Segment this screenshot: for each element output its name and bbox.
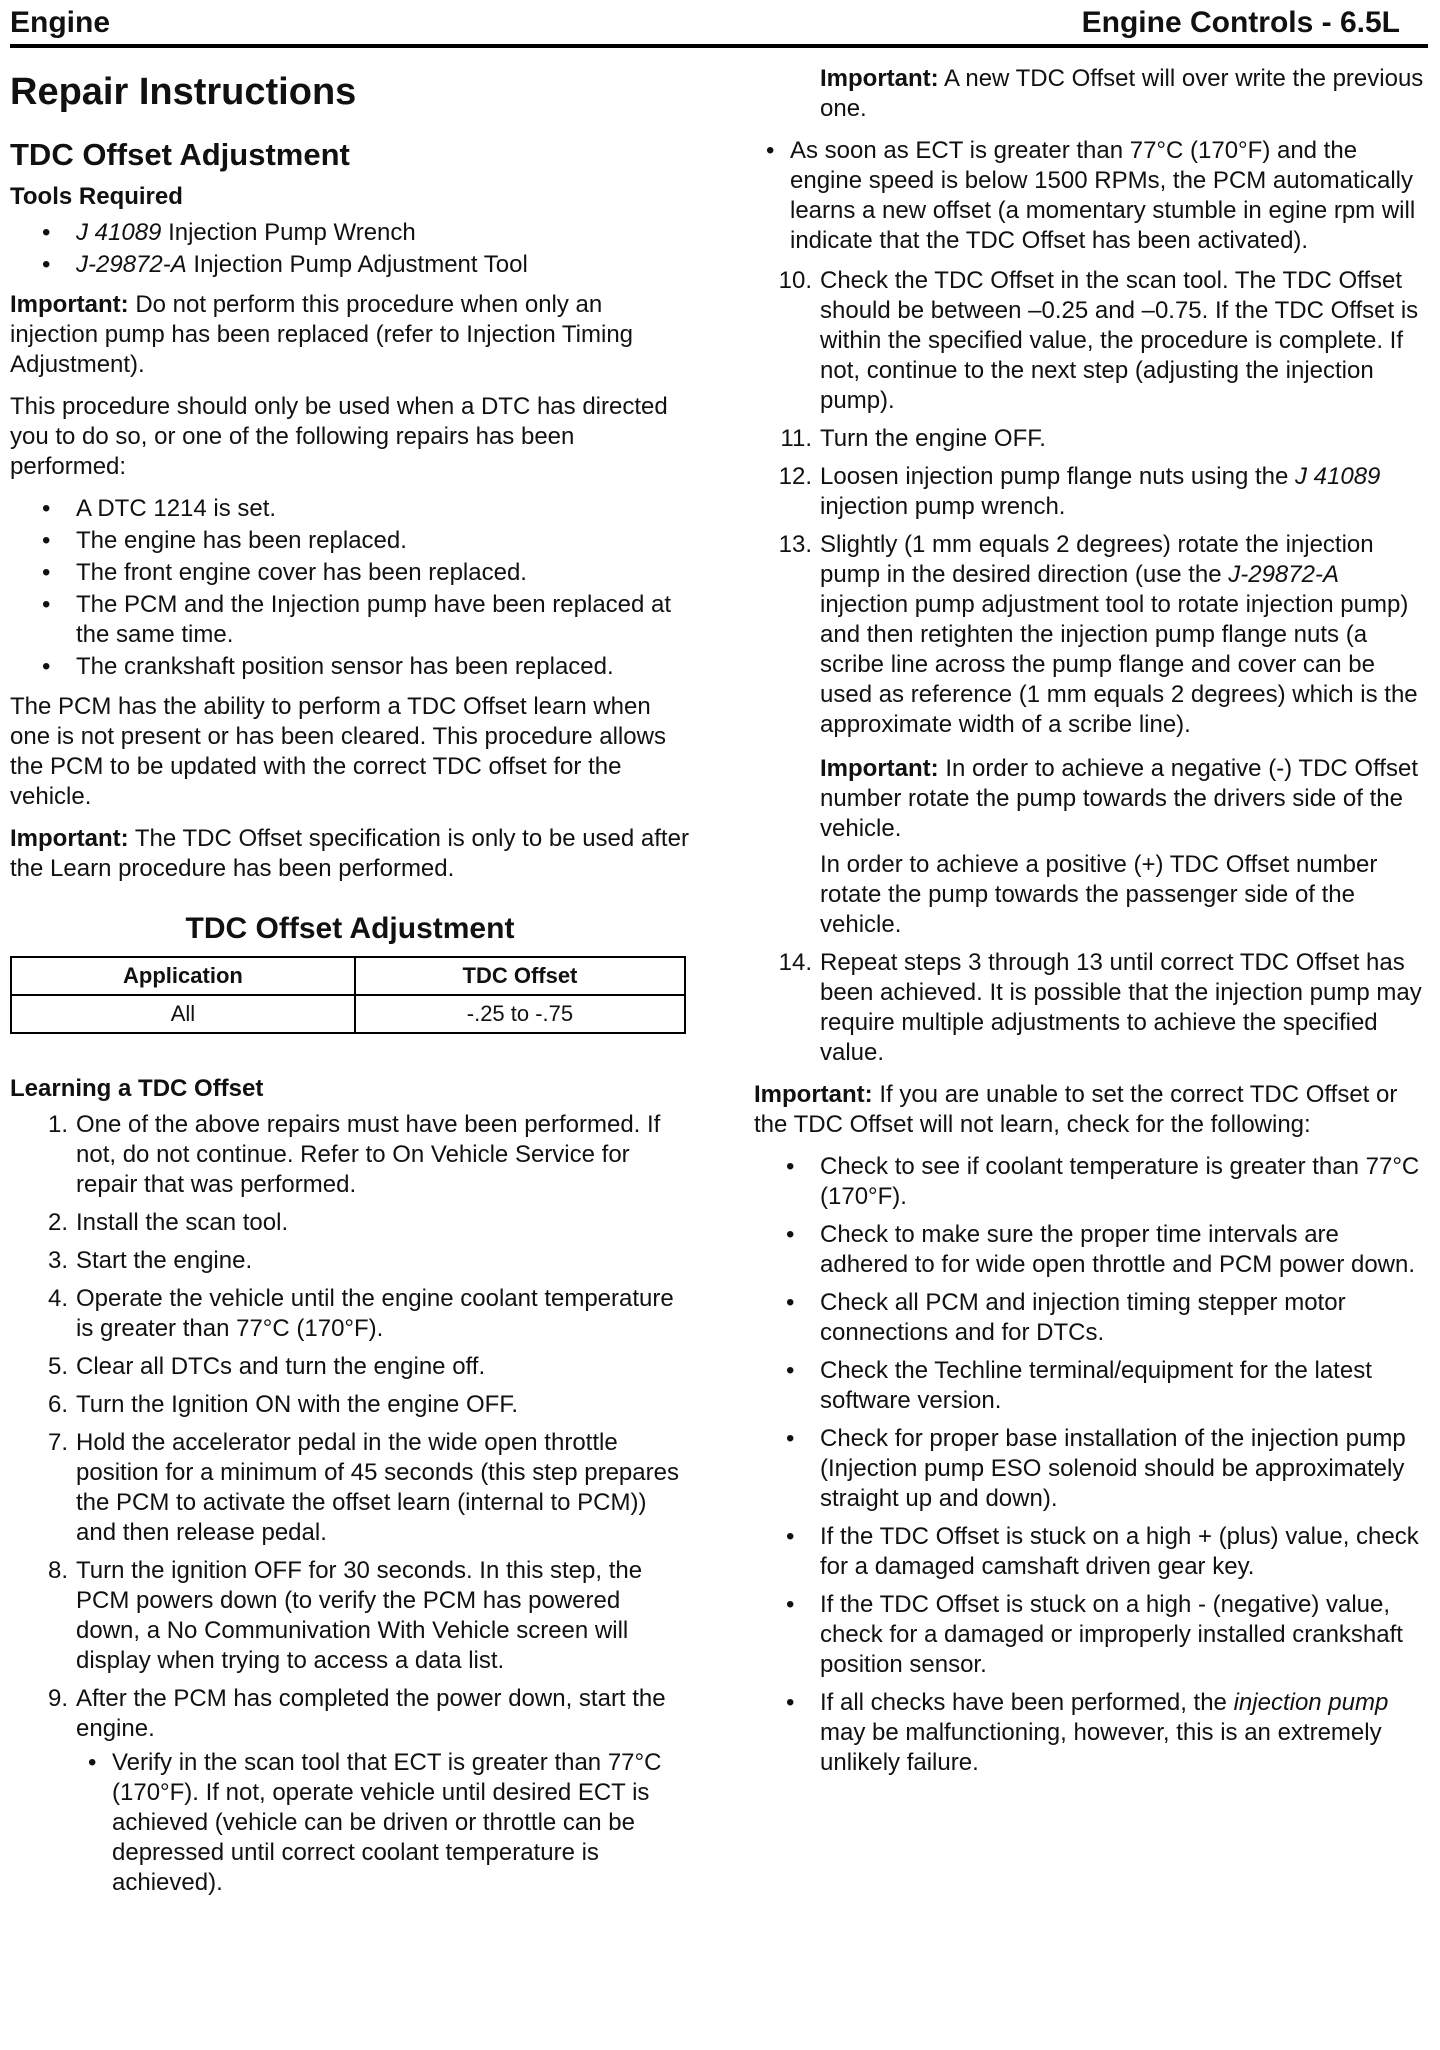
step-text: After the PCM has completed the power down, start the engine.: [76, 1685, 666, 1742]
important-label: Important:: [820, 755, 939, 782]
tools-list: [10, 218, 690, 280]
list-item: • As soon as ECT is greater than 77°C (170°F) and the engine speed is below 1500 RPMs, the PCM automatically learns a new offset (a momentary stumble in egine rpm will indicate that the TDC Offset has been activated).: [754, 136, 1429, 256]
step-sublist: [754, 136, 1429, 256]
list-item: • Check all PCM and injection timing stepper motor connections and for DTCs.: [754, 1288, 1429, 1348]
important-note: [10, 824, 690, 884]
important-note: [10, 290, 690, 380]
list-item: • A DTC 1214 is set.: [10, 494, 690, 524]
header-left: Engine: [10, 6, 111, 39]
step-text: Hold the accelerator pedal in the wide open throttle position for a minimum of 45 seconds (this step prepares the PCM to activate the offset learn (internal to PCM)) and then release pedal.: [76, 1429, 679, 1546]
important-text: Do not perform this procedure when only an injection pump has been replaced (refer to Injection Timing Adjustment).: [10, 291, 634, 378]
list-item: • The PCM and the Injection pump have been replaced at the same time.: [10, 590, 690, 650]
list-item: [10, 250, 690, 280]
step-item: [10, 1352, 690, 1382]
list-item: • Check to make sure the proper time intervals are adhered to for wide open throttle and PCM power down.: [754, 1220, 1429, 1280]
important-note: [754, 64, 1429, 124]
important-label: Important:: [10, 291, 129, 318]
step-item: [10, 1246, 690, 1276]
step-text: Clear all DTCs and turn the engine off.: [76, 1353, 486, 1380]
step-item: [10, 1684, 690, 1898]
tool-code: J 41089: [1295, 463, 1381, 490]
list-item: • Check for proper base installation of the injection pump (Injection pump ESO solenoid should be approximately straight up and down).: [754, 1424, 1429, 1514]
check-text: may be malfunctioning, however, this is an extremely unlikely failure.: [820, 1719, 1382, 1776]
step-number: 10.: [778, 267, 812, 294]
step-number: 3.: [47, 1247, 68, 1274]
check-text: If all checks have been performed, the: [820, 1689, 1234, 1716]
tools-heading: Tools Required: [10, 183, 183, 210]
repairs-list: [10, 494, 690, 682]
important-text: In order to achieve a negative (-) TDC Offset number rotate the pump towards the drivers side of the vehicle.: [820, 755, 1418, 842]
tool-name: Injection Pump Adjustment Tool: [186, 251, 528, 278]
ability-paragraph: The PCM has the ability to perform a TDC Offset learn when one is not present or has been cleared. This procedure allows the PCM to be updated with the correct TDC offset for the vehicle.: [10, 693, 666, 810]
step-text: Slightly (1 mm equals 2 degrees) rotate the injection pump in the desired direction (use the: [820, 531, 1374, 588]
checks-list: [754, 1152, 1429, 1778]
step-item: [754, 266, 1429, 416]
step-number: 14.: [778, 949, 812, 976]
section-title: Repair Instructions: [10, 71, 357, 113]
step-item: [10, 1390, 690, 1420]
intro-paragraph: This procedure should only be used when a DTC has directed you to do so, or one of the following repairs has been performed:: [10, 393, 668, 480]
spec-table: [10, 956, 686, 1034]
step-text: Start the engine.: [76, 1247, 253, 1274]
left-column: [10, 60, 690, 1906]
table-header-row: [11, 957, 685, 995]
important-text: If you are unable to set the correct TDC Offset or the TDC Offset will not learn, check for the following:: [754, 1081, 1398, 1138]
list-item: [10, 218, 690, 248]
table-header: TDC Offset: [355, 957, 685, 995]
list-item: • The crankshaft position sensor has been replaced.: [10, 652, 690, 682]
step-item: [754, 530, 1429, 940]
step-item: [10, 1556, 690, 1676]
step-text: Turn the ignition OFF for 30 seconds. In this step, the PCM powers down (to verify the PCM has powered down, a No Communivation With Vehicle screen will display when trying to access a data list.: [76, 1557, 643, 1674]
step-item: [10, 1284, 690, 1344]
important-note: [754, 1080, 1429, 1140]
list-item: • The engine has been replaced.: [10, 526, 690, 556]
step-item: [10, 1208, 690, 1238]
step-number: 8.: [47, 1557, 68, 1584]
step-number: 12.: [778, 463, 812, 490]
step-number: 2.: [47, 1209, 68, 1236]
important-label: Important:: [820, 65, 939, 92]
positive-note: In order to achieve a positive (+) TDC Offset number rotate the pump towards the passenger side of the vehicle.: [820, 851, 1378, 938]
step-text: Turn the Ignition ON with the engine OFF.: [76, 1391, 518, 1418]
step-item: [754, 424, 1429, 454]
right-column: [754, 60, 1429, 1788]
list-item: • Check to see if coolant temperature is greater than 77°C (170°F).: [754, 1152, 1429, 1212]
tool-name: Injection Pump Wrench: [161, 219, 416, 246]
step-text: One of the above repairs must have been performed. If not, do not continue. Refer to On Vehicle Service for repair that was performed.: [76, 1111, 661, 1198]
table-caption: TDC Offset Adjustment: [185, 912, 515, 945]
step-number: 4.: [47, 1285, 68, 1312]
steps-list: [10, 1110, 690, 1898]
step-text: Install the scan tool.: [76, 1209, 289, 1236]
step-number: 9.: [47, 1685, 68, 1712]
important-text: The TDC Offset specification is only to be used after the Learn procedure has been performed.: [10, 825, 689, 882]
step-item: [10, 1110, 690, 1200]
header-right: Engine Controls - 6.5L: [1081, 6, 1400, 39]
step-number: 11.: [780, 425, 812, 452]
step-number: 7.: [47, 1429, 68, 1456]
important-label: Important:: [10, 825, 129, 852]
table-cell: -.25 to -.75: [355, 995, 685, 1033]
list-item: [754, 1688, 1429, 1778]
subsection-title: TDC Offset Adjustment: [10, 137, 350, 172]
learning-heading: Learning a TDC Offset: [10, 1075, 264, 1102]
important-text: A new TDC Offset will over write the previous one.: [820, 65, 1424, 122]
step-number: 13.: [778, 531, 812, 558]
table-row: [11, 995, 685, 1033]
step-number: 6.: [47, 1391, 68, 1418]
list-item: • If the TDC Offset is stuck on a high - (negative) value, check for a damaged or improperly installed crankshaft position sensor.: [754, 1590, 1429, 1680]
important-label: Important:: [754, 1081, 873, 1108]
step-number: 5.: [47, 1353, 68, 1380]
step-text: Loosen injection pump flange nuts using the: [820, 463, 1295, 490]
step-text: Check the TDC Offset in the scan tool. The TDC Offset should be between –0.25 and –0.75. If the TDC Offset is within the specified value, the procedure is complete. If not, continue to the next step (adjusting the injection pump).: [820, 267, 1419, 414]
tool-code: J 41089: [76, 219, 162, 246]
steps-list-continued: [754, 266, 1429, 1068]
step-text: Repeat steps 3 through 13 until correct TDC Offset has been achieved. It is possible that the injection pump may require multiple adjustments to achieve the specified value.: [820, 949, 1422, 1066]
step-text: Turn the engine OFF.: [820, 425, 1046, 452]
step-item: [754, 948, 1429, 1068]
table-cell: All: [11, 995, 355, 1033]
list-item: • If the TDC Offset is stuck on a high + (plus) value, check for a damaged camshaft driven gear key.: [754, 1522, 1429, 1582]
table-header: Application: [11, 957, 355, 995]
header-rule: [10, 44, 1428, 48]
list-item: • Verify in the scan tool that ECT is greater than 77°C (170°F). If not, operate vehicle until desired ECT is achieved (vehicle can be driven or throttle can be depressed until correct coolant temperature is achieved).: [76, 1748, 690, 1898]
tool-code: J-29872-A: [76, 251, 187, 278]
page-header: [10, 6, 1430, 46]
step-text: Operate the vehicle until the engine coolant temperature is greater than 77°C (170°F).: [76, 1285, 674, 1342]
check-emphasis: injection pump: [1233, 1689, 1389, 1716]
step-item: [754, 462, 1429, 522]
tool-code: J-29872-A: [1228, 561, 1339, 588]
list-item: • Check the Techline terminal/equipment for the latest software version.: [754, 1356, 1429, 1416]
step-text: injection pump wrench.: [820, 493, 1066, 520]
step-sublist: [76, 1748, 690, 1898]
step-item: [10, 1428, 690, 1548]
list-item: • The front engine cover has been replaced.: [10, 558, 690, 588]
step-text: injection pump adjustment tool to rotate injection pump) and then retighten the injection pump flange nuts (a scribe line across the pump flange and cover can be used as reference (1 mm equals 2 degrees) which is the approximate width of a scribe line).: [820, 591, 1418, 738]
important-note: [820, 754, 1429, 844]
step-number: 1.: [47, 1111, 68, 1138]
